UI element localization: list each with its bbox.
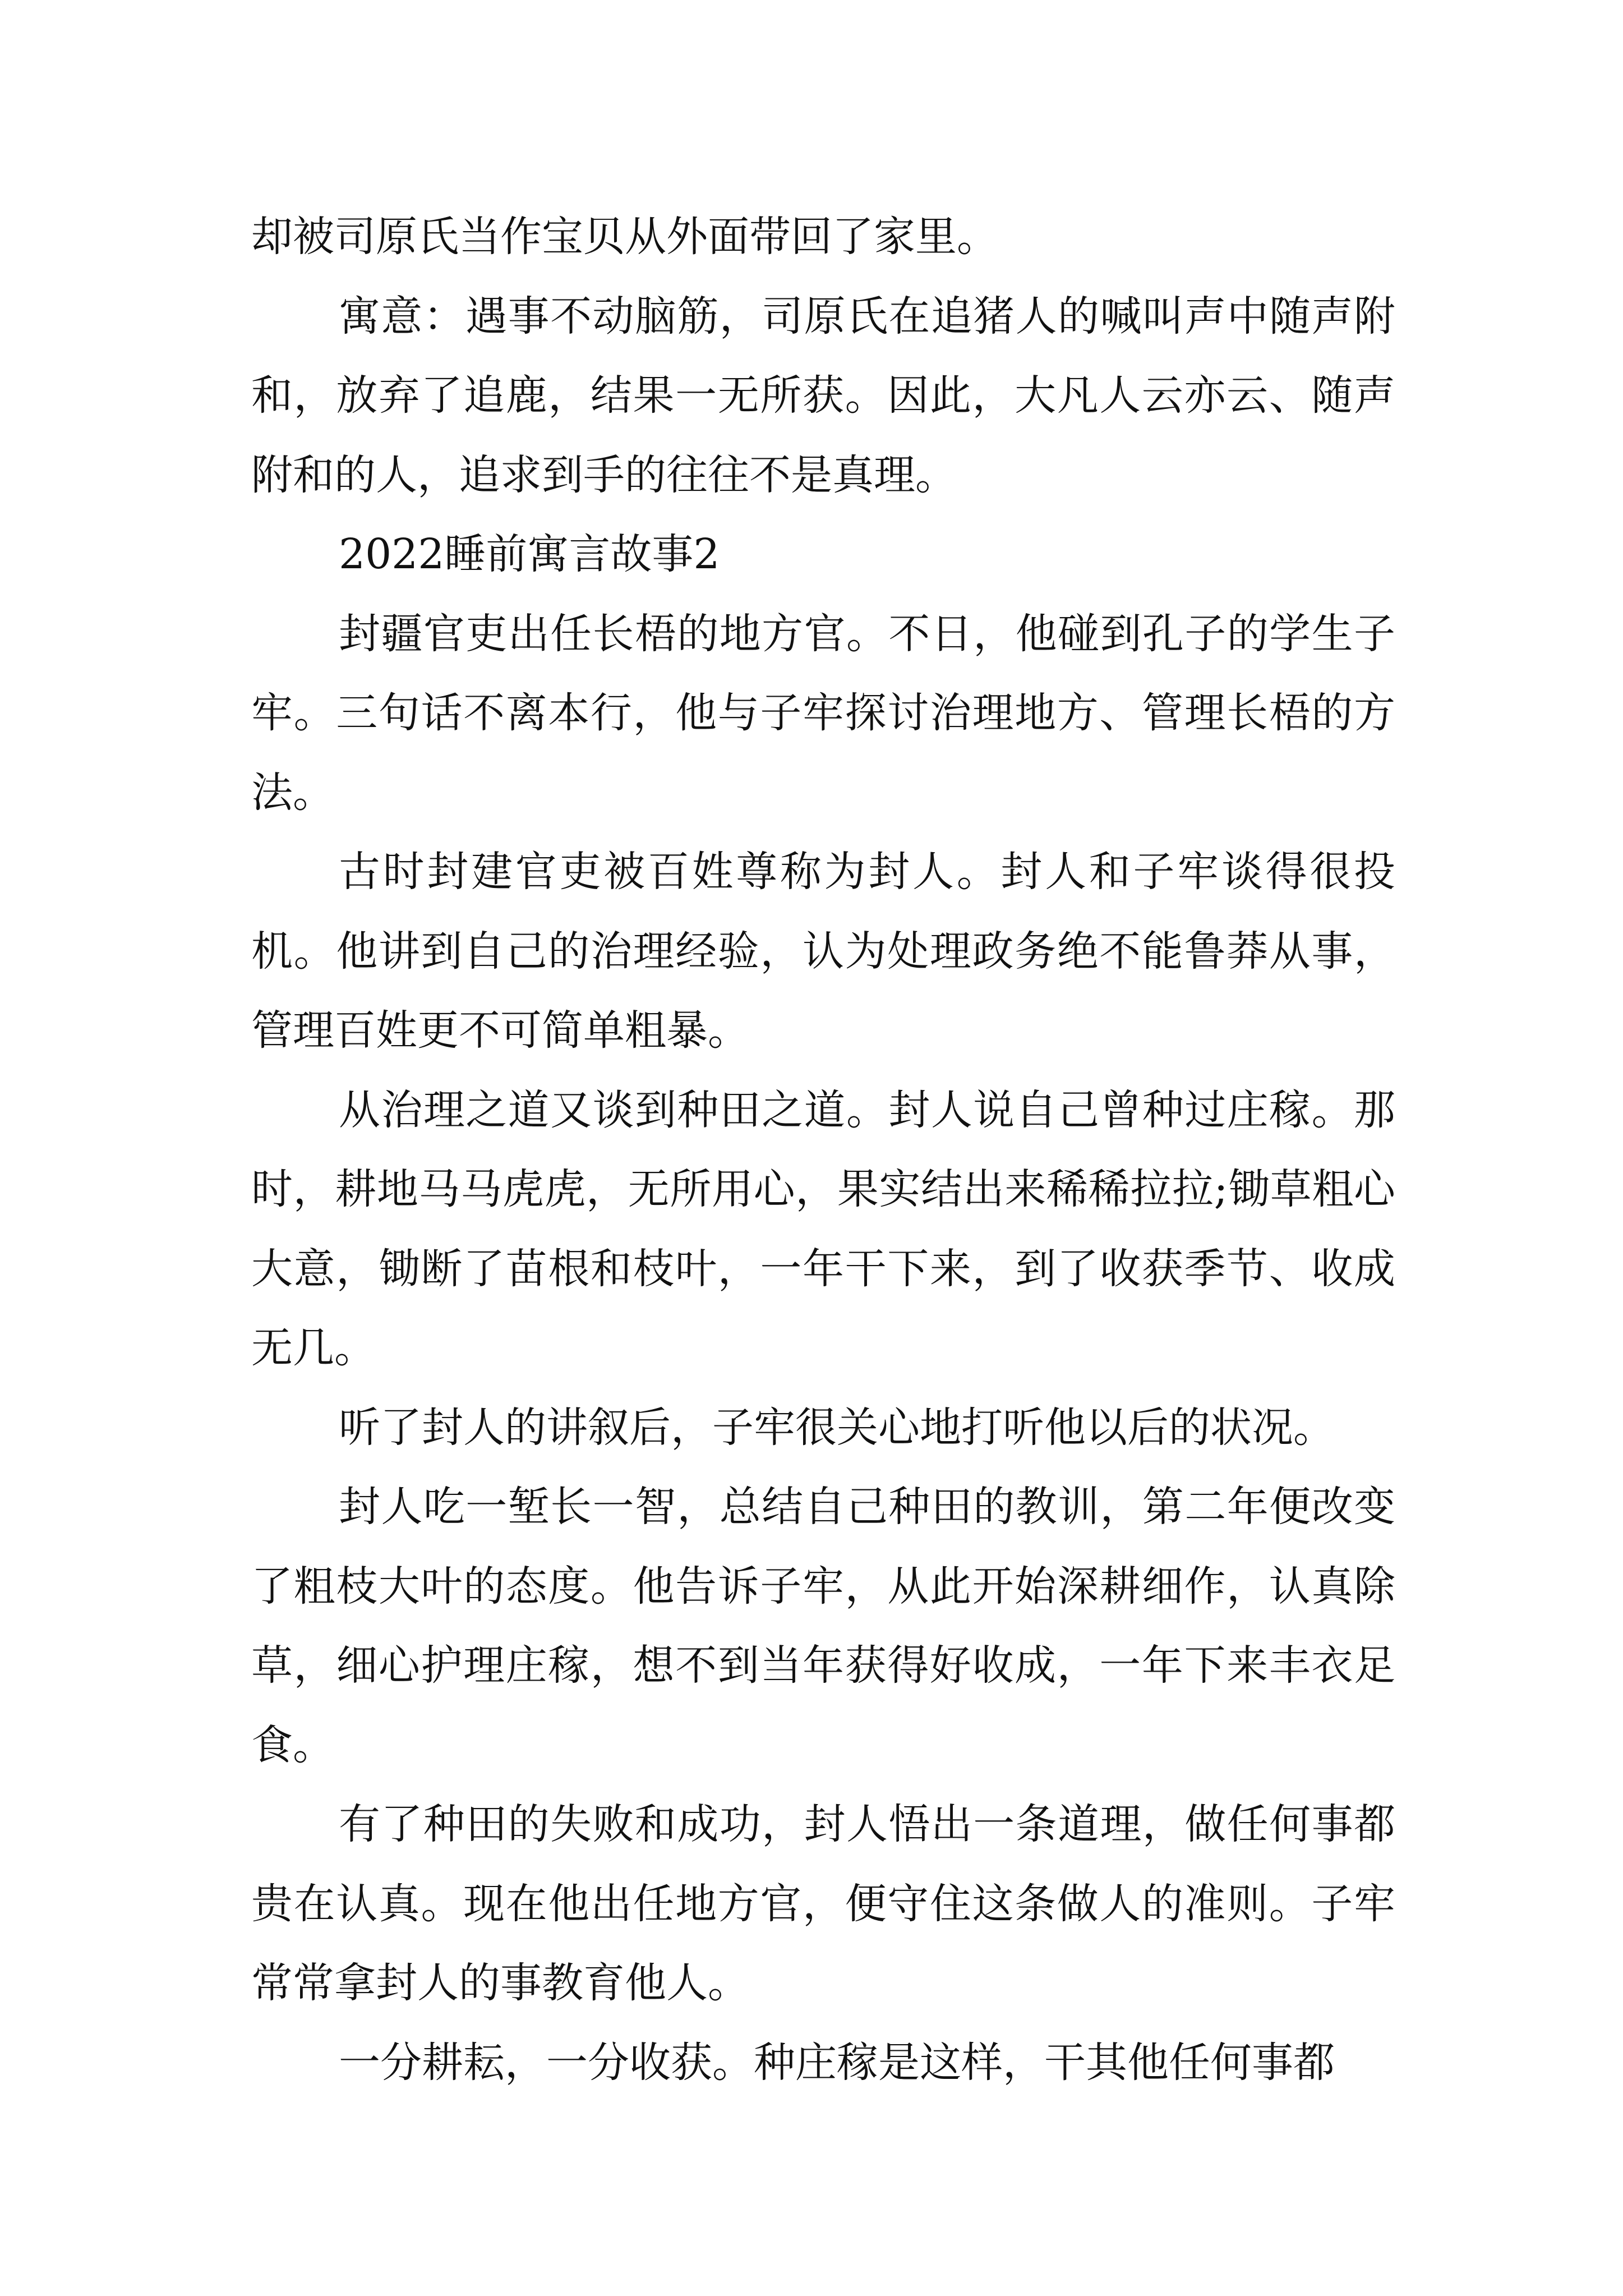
paragraph-moral: 寓意：遇事不动脑筋，司原氏在追猪人的喊叫声中随声附和，放弃了追鹿，结果一无所获。因此，大凡人云亦云、随声附和的人，追求到手的往往不是真理。 xyxy=(251,292,1395,499)
paragraph: 听了封人的讲叙后，子牢很关心地打听他以后的状况。 xyxy=(339,1403,1335,1452)
paragraph: 古时封建官吏被百姓尊称为封人。封人和子牢谈得很投机。他讲到自己的治理经验，认为处理政务绝不能鲁莽从事，管理百姓更不可简单粗暴。 xyxy=(251,848,1395,1055)
document-body xyxy=(251,197,1395,2102)
paragraph: 一分耕耘，一分收获。种庄稼是这样，干其他任何事都 xyxy=(339,2038,1335,2087)
paragraph: 封人吃一堑长一智，总结自己种田的教训，第二年便改变了粗枝大叶的态度。他告诉子牢，从此开始深耕细作，认真除草，细心护理庄稼，想不到当年获得好收成，一年下来丰衣足食。 xyxy=(251,1483,1395,1769)
paragraph: 有了种田的失败和成功，封人悟出一条道理，做任何事都贵在认真。现在他出任地方官，便守住这条做人的准则。子牢常常拿封人的事教育他人。 xyxy=(251,1800,1395,2007)
paragraph: 封疆官吏出任长梧的地方官。不日，他碰到孔子的学生子牢。三句话不离本行，他与子牢探讨治理地方、管理长梧的方法。 xyxy=(251,609,1395,817)
story-heading: 2022睡前寓言故事2 xyxy=(339,530,720,578)
paragraph: 从治理之道又谈到种田之道。封人说自己曾种过庄稼。那时，耕地马马虎虎，无所用心，果实结出来稀稀拉拉;锄草粗心大意，锄断了苗根和枝叶，一年干下来，到了收获季节、收成无几。 xyxy=(251,1085,1395,1372)
paragraph-continuation: 却被司原氏当作宝贝从外面带回了家里。 xyxy=(251,213,998,261)
